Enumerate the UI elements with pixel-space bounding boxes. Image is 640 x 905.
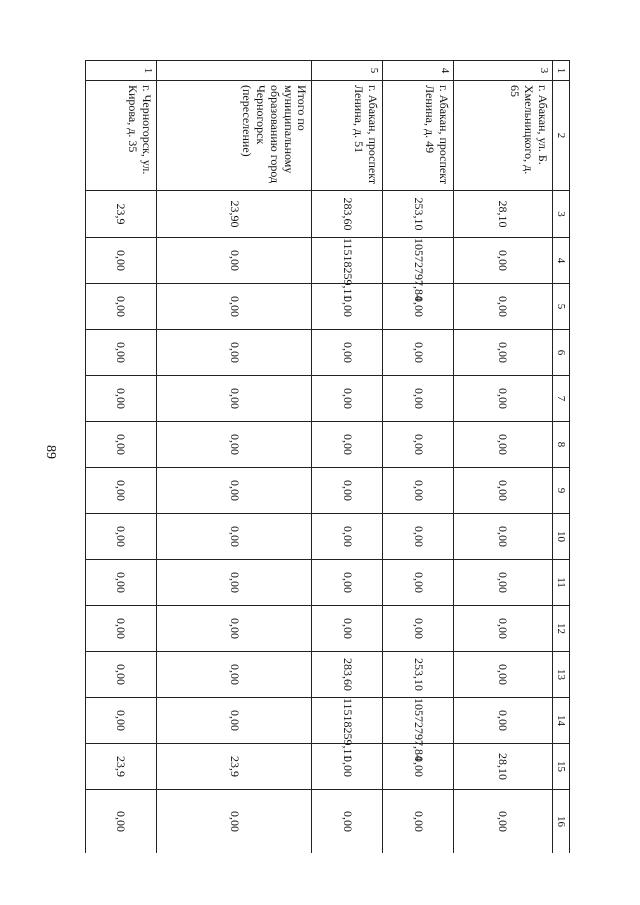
value-cell: 0,00 bbox=[156, 560, 312, 606]
address-cell: г. Абакан, проспект Ленина, д. 49 bbox=[383, 81, 454, 191]
value-cell: 0,00 bbox=[383, 744, 454, 790]
value-cell: 0,00 bbox=[156, 606, 312, 652]
value-cell: 0,00 bbox=[156, 284, 312, 330]
row-number: 1 bbox=[86, 61, 157, 81]
header-row bbox=[553, 61, 570, 854]
value-cell: 0,00 bbox=[156, 330, 312, 376]
value-cell: 11518259,11 bbox=[312, 238, 383, 284]
value-cell: 0,00 bbox=[453, 790, 552, 854]
value-cell: 10572797,84 bbox=[383, 238, 454, 284]
value-cell: 0,00 bbox=[453, 376, 552, 422]
column-header: 12 bbox=[553, 606, 570, 652]
value-cell: 0,00 bbox=[86, 238, 157, 284]
value-cell: 0,00 bbox=[453, 238, 552, 284]
value-cell: 11518259,11 bbox=[312, 698, 383, 744]
value-cell: 0,00 bbox=[312, 422, 383, 468]
column-header: 13 bbox=[553, 652, 570, 698]
value-cell: 0,00 bbox=[312, 790, 383, 854]
value-cell: 0,00 bbox=[383, 330, 454, 376]
value-cell: 0,00 bbox=[383, 284, 454, 330]
value-cell: 0,00 bbox=[156, 790, 312, 854]
column-header: 1 bbox=[553, 61, 570, 81]
value-cell: 0,00 bbox=[383, 514, 454, 560]
table-body bbox=[86, 61, 553, 854]
value-cell: 0,00 bbox=[453, 606, 552, 652]
table-row bbox=[156, 61, 312, 854]
value-cell: 0,00 bbox=[453, 698, 552, 744]
column-header: 4 bbox=[553, 238, 570, 284]
address-cell: г. Черногорск, ул. Кирова, д. 35 bbox=[86, 81, 157, 191]
value-cell: 0,00 bbox=[312, 284, 383, 330]
value-cell: 10572797,84 bbox=[383, 698, 454, 744]
value-cell: 28,10 bbox=[453, 744, 552, 790]
column-header: 8 bbox=[553, 422, 570, 468]
value-cell: 0,00 bbox=[86, 606, 157, 652]
value-cell: 283,60 bbox=[312, 652, 383, 698]
address-cell: г. Абакан, ул. Б. Хмельницкого, д. 65 bbox=[453, 81, 552, 191]
value-cell: 28,10 bbox=[453, 191, 552, 238]
value-cell: 0,00 bbox=[86, 790, 157, 854]
value-cell: 23,9 bbox=[86, 744, 157, 790]
value-cell: 0,00 bbox=[86, 422, 157, 468]
column-header: 3 bbox=[553, 191, 570, 238]
row-number: 5 bbox=[312, 61, 383, 81]
value-cell: 23,90 bbox=[156, 191, 312, 238]
value-cell: 0,00 bbox=[383, 422, 454, 468]
column-header: 6 bbox=[553, 330, 570, 376]
value-cell: 0,00 bbox=[156, 698, 312, 744]
value-cell: 0,00 bbox=[86, 514, 157, 560]
value-cell: 0,00 bbox=[383, 468, 454, 514]
value-cell: 0,00 bbox=[383, 376, 454, 422]
value-cell: 0,00 bbox=[86, 376, 157, 422]
value-cell: 0,00 bbox=[86, 330, 157, 376]
page-number: 89 bbox=[43, 445, 58, 459]
column-header: 7 bbox=[553, 376, 570, 422]
value-cell: 0,00 bbox=[312, 560, 383, 606]
value-cell: 0,00 bbox=[383, 606, 454, 652]
table-row bbox=[86, 61, 157, 854]
value-cell: 0,00 bbox=[86, 468, 157, 514]
value-cell: 0,00 bbox=[453, 560, 552, 606]
table-row bbox=[383, 61, 454, 854]
value-cell: 0,00 bbox=[383, 560, 454, 606]
row-number bbox=[156, 61, 312, 81]
value-cell: 23,9 bbox=[86, 191, 157, 238]
column-header: 16 bbox=[553, 790, 570, 854]
column-header: 11 bbox=[553, 560, 570, 606]
table-row bbox=[453, 61, 552, 854]
value-cell: 0,00 bbox=[156, 238, 312, 284]
column-header: 14 bbox=[553, 698, 570, 744]
value-cell: 23,9 bbox=[156, 744, 312, 790]
value-cell: 253,10 bbox=[383, 191, 454, 238]
row-number: 4 bbox=[383, 61, 454, 81]
value-cell: 0,00 bbox=[86, 560, 157, 606]
value-cell: 0,00 bbox=[312, 468, 383, 514]
column-header: 15 bbox=[553, 744, 570, 790]
value-cell: 0,00 bbox=[312, 376, 383, 422]
address-cell: г. Абакан, проспект Ленина, д. 51 bbox=[312, 81, 383, 191]
address-cell: Итого по муниципальному образованию город Черногорск (переселение) bbox=[156, 81, 312, 191]
value-cell: 0,00 bbox=[312, 514, 383, 560]
column-header: 2 bbox=[553, 81, 570, 191]
value-cell: 0,00 bbox=[86, 652, 157, 698]
value-cell: 0,00 bbox=[312, 744, 383, 790]
value-cell: 0,00 bbox=[312, 606, 383, 652]
value-cell: 0,00 bbox=[156, 652, 312, 698]
value-cell: 0,00 bbox=[156, 514, 312, 560]
value-cell: 0,00 bbox=[383, 790, 454, 854]
value-cell: 0,00 bbox=[453, 652, 552, 698]
value-cell: 0,00 bbox=[86, 284, 157, 330]
value-cell: 0,00 bbox=[156, 468, 312, 514]
value-cell: 0,00 bbox=[156, 376, 312, 422]
value-cell: 0,00 bbox=[453, 514, 552, 560]
column-header: 5 bbox=[553, 284, 570, 330]
value-cell: 0,00 bbox=[86, 698, 157, 744]
value-cell: 253,10 bbox=[383, 652, 454, 698]
value-cell: 0,00 bbox=[453, 468, 552, 514]
value-cell: 0,00 bbox=[312, 330, 383, 376]
value-cell: 283,60 bbox=[312, 191, 383, 238]
rotated-table-frame bbox=[85, 60, 570, 853]
value-cell: 0,00 bbox=[156, 422, 312, 468]
table-row bbox=[312, 61, 383, 854]
column-header: 9 bbox=[553, 468, 570, 514]
data-table bbox=[85, 60, 570, 853]
value-cell: 0,00 bbox=[453, 330, 552, 376]
column-header: 10 bbox=[553, 514, 570, 560]
row-number: 3 bbox=[453, 61, 552, 81]
value-cell: 0,00 bbox=[453, 422, 552, 468]
rotated-table-inner bbox=[85, 60, 570, 853]
value-cell: 0,00 bbox=[453, 284, 552, 330]
